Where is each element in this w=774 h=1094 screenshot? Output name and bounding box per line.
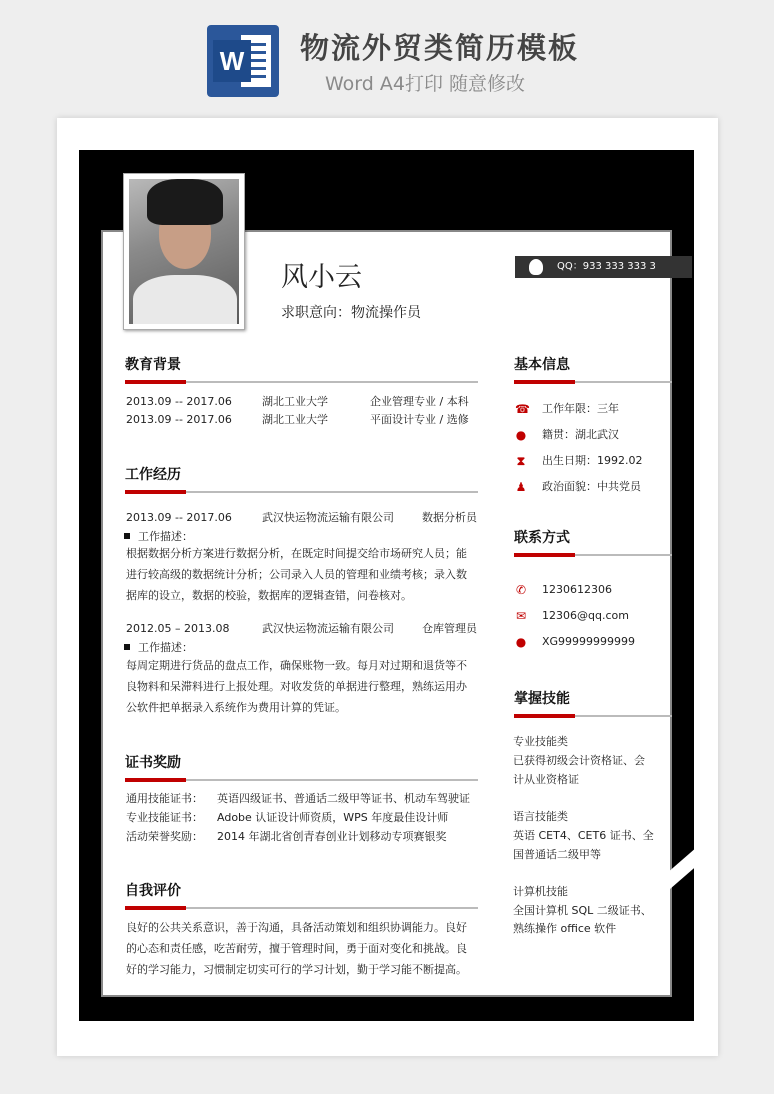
job-description: 根据数据分析方案进行数据分析，在既定时间提交给市场研究人员；能 进行较高级的数据统计分析；公司录入人员的管理和业绩考核；录入数 据库的设立，数据的校验，数据库的逻辑查错，问卷核对。 — [126, 547, 467, 602]
cert-label: 活动荣誉奖励： — [126, 830, 203, 843]
candidate-name: 风小云 — [281, 262, 362, 293]
page-title: 物流外贸类简历模板 — [300, 31, 580, 65]
education-row: 2013.09 -- 2017.06 — [126, 395, 232, 408]
qq-number: QQ：933 333 333 3 — [557, 261, 656, 272]
qq-bar — [515, 256, 692, 278]
education-major: 企业管理专业 / 本科 — [370, 395, 469, 408]
cert-value: Adobe 认证设计师资质，WPS 年度最佳设计师 — [217, 811, 449, 824]
skill-line: 熟练操作 office 软件 — [513, 922, 617, 935]
job-role: 数据分析员 — [422, 511, 477, 524]
profile-photo — [123, 173, 245, 330]
job-desc-label: 工作描述： — [124, 640, 193, 656]
self-eval-heading: 自我评价 — [125, 881, 478, 909]
skill-line: 国普通话二级甲等 — [513, 848, 601, 861]
job-date: 2012.05 – 2013.08 — [126, 622, 230, 635]
mail-icon: ✉ — [515, 609, 527, 623]
briefcase-icon: ☎ — [515, 402, 530, 416]
contact-heading: 联系方式 — [514, 528, 672, 556]
person-icon: ♟ — [515, 480, 527, 494]
contact-phone: 1230612306 — [542, 583, 612, 596]
skill-line: 全国计算机 SQL 二级证书、 — [513, 904, 652, 917]
page-subtitle: Word A4打印 随意修改 — [325, 73, 526, 95]
skill-group-name: 专业技能类 — [513, 735, 568, 748]
skill-line: 计从业资格证 — [513, 773, 579, 786]
wechat-icon: ● — [515, 635, 527, 649]
education-school: 湖北工业大学 — [262, 413, 328, 426]
job-intent: 求职意向：物流操作员 — [281, 305, 421, 321]
basic-info-heading: 基本信息 — [514, 355, 672, 383]
education-date: 2013.09 -- 2017.06 — [126, 413, 232, 426]
cert-label: 专业技能证书： — [126, 811, 203, 824]
work-heading: 工作经历 — [125, 465, 478, 493]
education-school: 湖北工业大学 — [262, 395, 328, 408]
basic-info-item: 籍贯：湖北武汉 — [542, 428, 619, 441]
cert-value: 2014 年湖北省创青春创业计划移动专项赛银奖 — [217, 830, 447, 843]
education-heading: 教育背景 — [125, 355, 478, 383]
job-company: 武汉快运物流运输有限公司 — [262, 622, 394, 635]
job-description: 每周定期进行货品的盘点工作，确保账物一致。每月对过期和退货等不 良物料和呆滞料进行上报处理。对收发货的单据进行整理，熟练运用办 公软件把单据录入系统作为费用计算的凭证。 — [126, 659, 467, 714]
job-company: 武汉快运物流运输有限公司 — [262, 511, 394, 524]
education-major: 平面设计专业 / 选修 — [370, 413, 469, 426]
cert-value: 英语四级证书、普通话二级甲等证书、机动车驾驶证 — [217, 792, 470, 805]
job-desc-label: 工作描述： — [124, 529, 193, 545]
hourglass-icon: ⧗ — [516, 454, 526, 468]
cert-label: 通用技能证书： — [126, 792, 203, 805]
skill-group-name: 语言技能类 — [513, 810, 568, 823]
word-app-icon: W — [207, 25, 279, 97]
contact-wechat: XG99999999999 — [542, 635, 636, 648]
location-pin-icon: ● — [515, 428, 527, 442]
job-role: 仓库管理员 — [422, 622, 477, 635]
skill-group-name: 计算机技能 — [513, 885, 568, 898]
skill-line: 已获得初级会计资格证、会 — [513, 754, 645, 767]
phone-icon: ✆ — [515, 583, 527, 597]
basic-info-item: 工作年限：三年 — [542, 402, 619, 415]
skill-line: 英语 CET4、CET6 证书、全 — [513, 829, 654, 842]
contact-email: 12306@qq.com — [542, 609, 629, 622]
basic-info-item: 出生日期：1992.02 — [542, 454, 643, 467]
job-date: 2013.09 -- 2017.06 — [126, 511, 232, 524]
skills-heading: 掌握技能 — [514, 689, 672, 717]
self-evaluation: 良好的公共关系意识，善于沟通，具备活动策划和组织协调能力。良好 的心态和责任感，吃苦耐劳，擅于管理时间，勇于面对变化和挑战。良 好的学习能力，习惯制定切实可行的学习计划，勤于学习能不断提高。 — [126, 921, 467, 976]
basic-info-item: 政治面貌：中共党员 — [542, 480, 641, 493]
qq-icon — [529, 259, 543, 275]
certs-heading: 证书奖励 — [125, 753, 478, 781]
